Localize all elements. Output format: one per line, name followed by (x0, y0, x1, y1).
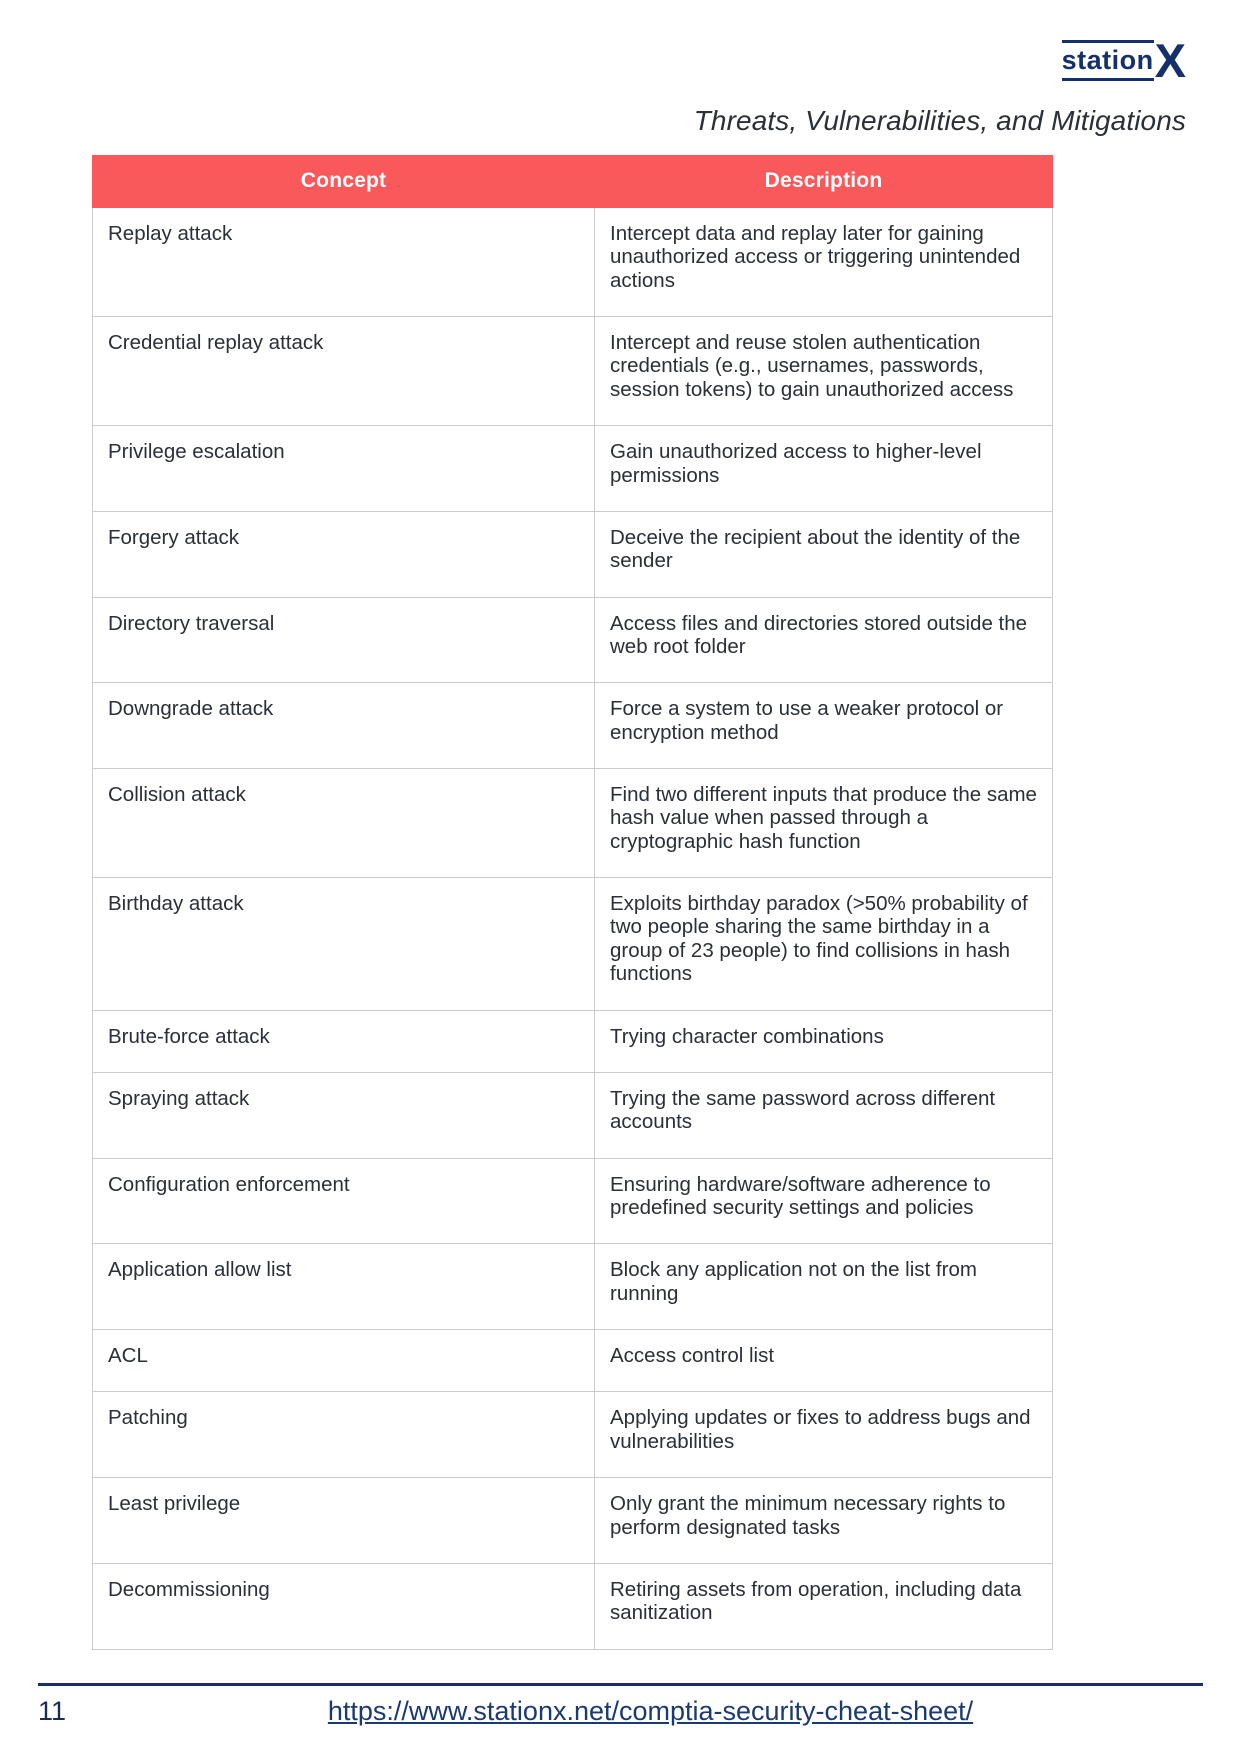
table-header-row (93, 156, 1053, 208)
cheat-sheet-table-container (92, 155, 1037, 1650)
cell-concept: Forgery attack (93, 511, 595, 597)
table-row (93, 1244, 1053, 1330)
table-row (93, 426, 1053, 512)
cell-concept: ACL (93, 1330, 595, 1392)
table-row (93, 1010, 1053, 1072)
table-row (93, 1392, 1053, 1478)
logo-rule-bottom (1062, 78, 1154, 81)
cell-description: Ensuring hardware/software adherence to predefined security settings and policies (595, 1158, 1053, 1244)
cell-description: Trying character combinations (595, 1010, 1053, 1072)
cell-concept: Privilege escalation (93, 426, 595, 512)
cheat-sheet-table (92, 155, 1053, 1650)
cell-description: Intercept and reuse stolen authentication credentials (e.g., usernames, passwords, session tokens) to gain unauthorized access (595, 317, 1053, 426)
cell-concept: Directory traversal (93, 597, 595, 683)
footer-row (38, 1686, 1203, 1727)
table-row (93, 1330, 1053, 1392)
table-row (93, 317, 1053, 426)
cell-concept: Application allow list (93, 1244, 595, 1330)
cell-description: Retiring assets from operation, including data sanitization (595, 1563, 1053, 1649)
cell-concept: Replay attack (93, 208, 595, 317)
logo-x-mark: X (1154, 34, 1186, 87)
stationx-logo (1061, 34, 1186, 87)
cell-description: Intercept data and replay later for gaining unauthorized access or triggering unintended actions (595, 208, 1053, 317)
cell-concept: Spraying attack (93, 1072, 595, 1158)
table-row (93, 597, 1053, 683)
footer-url-link[interactable]: https://www.stationx.net/comptia-security-cheat-sheet/ (327, 1695, 974, 1726)
table-row (93, 511, 1053, 597)
cell-description: Block any application not on the list from running (595, 1244, 1053, 1330)
page-number: 11 (38, 1695, 67, 1726)
cell-concept: Birthday attack (93, 878, 595, 1010)
page-footer (38, 1683, 1203, 1727)
table-row (93, 1563, 1053, 1649)
table-header (93, 156, 1053, 208)
cell-description: Access control list (595, 1330, 1053, 1392)
cell-description: Only grant the minimum necessary rights to perform designated tasks (595, 1478, 1053, 1564)
logo-rule-top (1062, 40, 1154, 43)
cell-description: Deceive the recipient about the identity of the sender (595, 511, 1053, 597)
cell-description: Applying updates or fixes to address bugs and vulnerabilities (595, 1392, 1053, 1478)
cell-concept: Least privilege (93, 1478, 595, 1564)
page-title: Threats, Vulnerabilities, and Mitigations (693, 105, 1186, 136)
table-row (93, 1158, 1053, 1244)
table-row (93, 878, 1053, 1010)
column-header-concept: Concept (93, 156, 595, 208)
column-header-description: Description (595, 156, 1053, 208)
cell-concept: Decommissioning (93, 1563, 595, 1649)
cell-concept: Downgrade attack (93, 683, 595, 769)
logo-wordmark (1062, 40, 1154, 81)
cell-concept: Collision attack (93, 769, 595, 878)
table-row (93, 1478, 1053, 1564)
table-row (93, 1072, 1053, 1158)
cell-description: Trying the same password across different accounts (595, 1072, 1053, 1158)
cell-concept: Configuration enforcement (93, 1158, 595, 1244)
cell-description: Gain unauthorized access to higher-level permissions (595, 426, 1053, 512)
cell-concept: Patching (93, 1392, 595, 1478)
cell-description: Exploits birthday paradox (>50% probability of two people sharing the same birthday in a group of 23 people) to find collisions in hash functions (595, 878, 1053, 1010)
logo-station-text: station (1061, 44, 1154, 75)
cell-description: Force a system to use a weaker protocol or encryption method (595, 683, 1053, 769)
table-row (93, 683, 1053, 769)
cell-concept: Credential replay attack (93, 317, 595, 426)
cell-description: Find two different inputs that produce the same hash value when passed through a cryptographic hash function (595, 769, 1053, 878)
table-row (93, 208, 1053, 317)
table-row (93, 769, 1053, 878)
cell-concept: Brute-force attack (93, 1010, 595, 1072)
cell-description: Access files and directories stored outside the web root folder (595, 597, 1053, 683)
table-body (93, 208, 1053, 1650)
